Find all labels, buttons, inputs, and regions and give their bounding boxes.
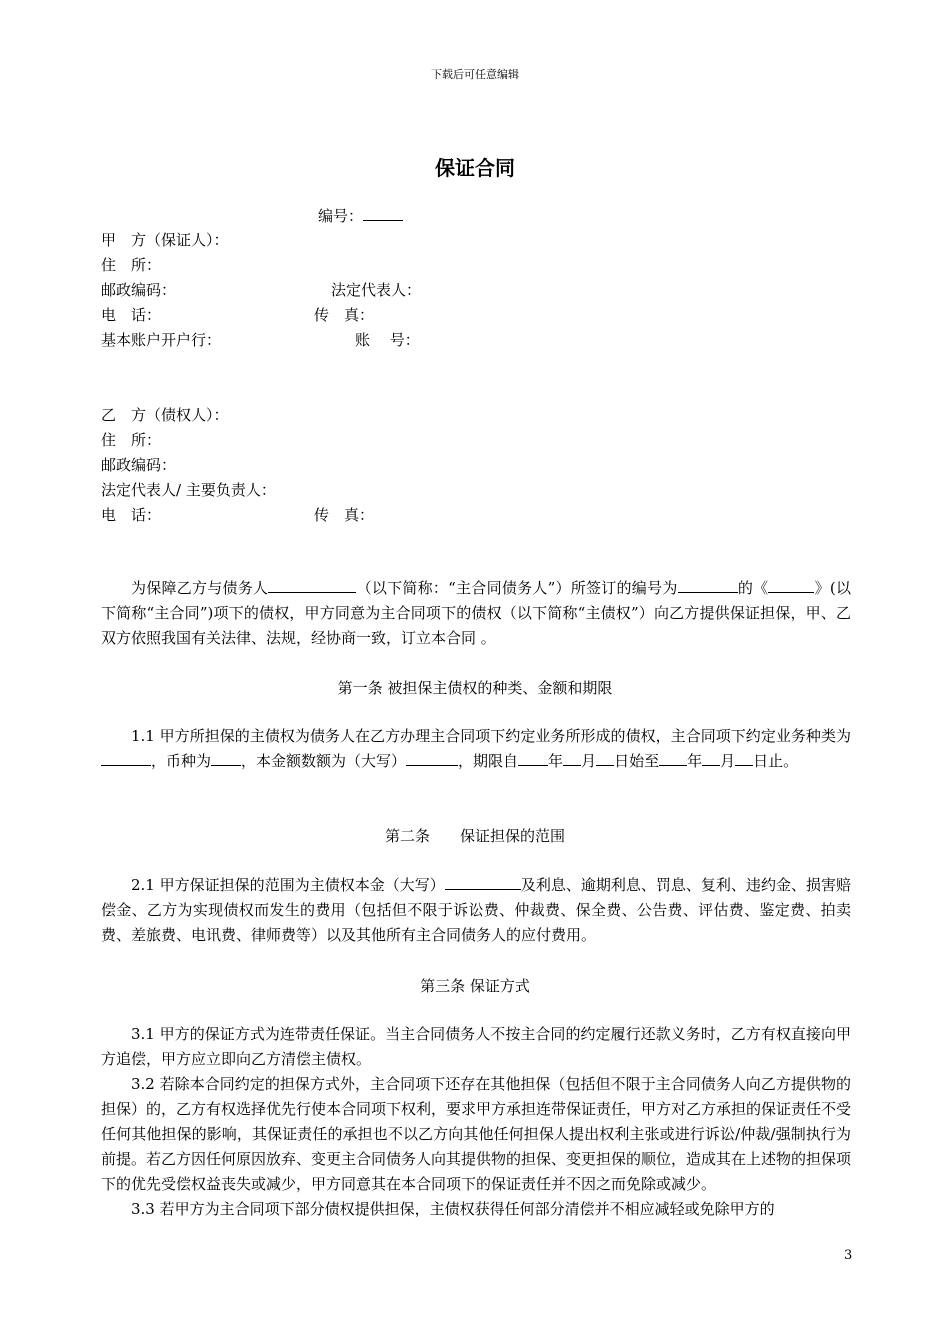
preamble-text-3: 的《	[737, 579, 769, 597]
start-year-blank	[518, 750, 548, 766]
clause-1-1-text-1: 1.1 甲方所担保的主债权为债务人在乙方办理主合同项下约定业务所形成的债权，主合同项下约定业务种类为	[131, 727, 851, 745]
contract-no-blank	[678, 577, 738, 593]
party-a-label: 甲 方（保证人）：	[101, 231, 229, 249]
number-label: 编号：	[318, 207, 364, 225]
article-2-body	[101, 873, 851, 948]
preamble-text-2: （以下简称：“主合同债务人”）所签订的编号为	[356, 579, 678, 597]
article-3-body	[101, 1022, 851, 1222]
clause-1-1-text-7: 日始至	[614, 752, 660, 770]
amount-blank	[406, 750, 458, 766]
number-blank	[363, 205, 403, 221]
debtor-blank	[268, 577, 356, 593]
clause-1-1-text-5: 年	[548, 752, 564, 770]
clause-1-1-text-8: 年	[687, 752, 703, 770]
party-b-label: 乙 方（债权人）：	[101, 406, 229, 424]
clause-3-1: 3.1 甲方的保证方式为连带责任保证。当主合同债务人不按主合同的约定履行还款义务时，乙方有权直接向甲方追偿，甲方应立即向乙方清偿主债权。	[101, 1025, 851, 1068]
preamble-paragraph	[101, 576, 851, 651]
clause-2-1	[101, 873, 851, 948]
party-a-postcode: 邮政编码：	[101, 281, 177, 299]
end-year-blank	[659, 750, 687, 766]
clause-1-1	[101, 724, 851, 774]
clause-1-1-text-10: 日止。	[753, 752, 799, 770]
end-day-blank	[735, 750, 753, 766]
page-header: 下载后可任意编辑	[431, 68, 519, 81]
party-a-account: 账 号：	[355, 331, 420, 349]
clause-1-1-text-6: 月	[581, 752, 597, 770]
article-1-heading: 第一条 被担保主债权的种类、金额和期限	[337, 679, 613, 697]
contract-name-blank	[768, 577, 814, 593]
article-1-body	[101, 724, 851, 774]
party-a-address: 住 所：	[101, 256, 162, 274]
party-a-legal-rep: 法定代表人：	[331, 281, 422, 299]
clause-2-1-text-2: 及利息、逾期利息、罚息、复利、违约金、损害赔偿金、乙方为实现债权而发生的费用（包括但不限于诉讼费、仲裁费、保全费、公告费、评估费、鉴定费、拍卖费、差旅费、电讯费、律师费等）以及其他所有主合同债务人的应付费用。	[101, 876, 851, 944]
party-b-legal-rep: 法定代表人/ 主要负责人：	[101, 481, 276, 499]
clause-2-1-text-1: 2.1 甲方保证担保的范围为主债权本金（大写）	[131, 876, 445, 894]
business-type-blank	[101, 750, 151, 766]
party-b-address: 住 所：	[101, 431, 162, 449]
clause-3-2: 3.2 若除本合同约定的担保方式外，主合同项下还存在其他担保（包括但不限于主合同债务人向乙方提供物的担保）的，乙方有权选择优先行使本合同项下权利，要求甲方承担连带保证责任，甲方对乙方承担的保证责任不受任何其他担保的影响，其保证责任的承担也不以乙方向其他任何担保人提出权利主张或进行诉讼/仲裁/强制执行为前提。若乙方因任何原因放弃、变更主合同债务人向其提供物的担保、变更担保的顺位，造成其在上述物的担保项下的优先受偿权益丧失或减少，甲方同意其在本合同项下的保证责任并不因之而免除或减少。	[101, 1075, 852, 1193]
party-b-phone: 电 话：	[101, 506, 162, 524]
party-b-fax: 传 真：	[314, 506, 375, 524]
article-3-heading: 第三条 保证方式	[420, 977, 530, 995]
clause-1-1-text-9: 月	[720, 752, 736, 770]
start-month-blank	[563, 750, 581, 766]
end-month-blank	[702, 750, 720, 766]
article-2-heading: 第二条 保证担保的范围	[384, 827, 565, 845]
page-number: 3	[844, 1248, 853, 1263]
party-a-bank: 基本账户开户行：	[101, 331, 222, 349]
contract-number	[318, 205, 403, 226]
principal-blank	[445, 874, 521, 890]
currency-blank	[211, 750, 241, 766]
clause-1-1-text-2: ，币种为	[151, 752, 212, 770]
preamble-text-1: 为保障乙方与债务人	[131, 579, 269, 597]
preamble-text-4: 》(以下简称“主合同”)项下的债权，甲方同意为主合同项下的债权（以下简称“主债权”）向乙方提供保证担保，甲、乙双方依照我国有关法律、法规，经协商一致，订立本合同 。	[101, 579, 851, 647]
clause-1-1-text-4: ，期限自	[458, 752, 519, 770]
clause-1-1-text-3: ，本金额数额为（大写）	[241, 752, 407, 770]
clause-3-3: 3.3 若甲方为主合同项下部分债权提供担保，主债权获得任何部分清偿并不相应减轻或免除甲方的	[131, 1200, 775, 1218]
document-title: 保证合同	[435, 156, 515, 180]
party-a-phone: 电 话：	[101, 306, 162, 324]
party-a-fax: 传 真：	[314, 306, 375, 324]
party-b-postcode: 邮政编码：	[101, 456, 177, 474]
start-day-blank	[596, 750, 614, 766]
preamble-block	[101, 576, 851, 651]
